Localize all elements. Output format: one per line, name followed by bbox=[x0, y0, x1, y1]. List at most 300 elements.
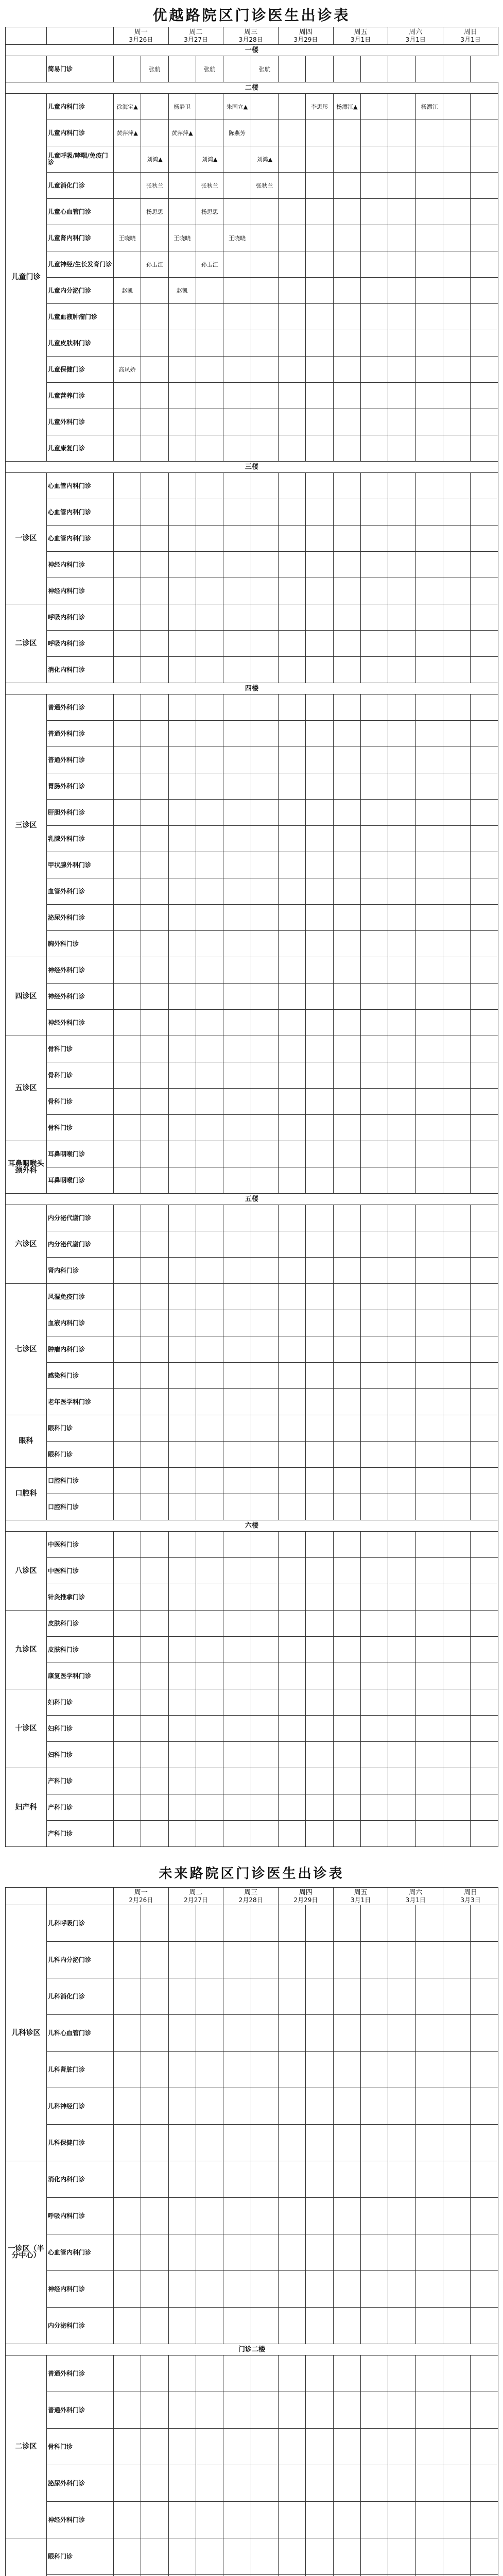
doctor-cell bbox=[361, 1942, 388, 1978]
table-row bbox=[6, 1768, 498, 1794]
doctor-cell bbox=[361, 2015, 388, 2052]
day-name: 周二 bbox=[189, 28, 203, 36]
doctor-cell bbox=[251, 2502, 278, 2538]
doctor-cell bbox=[471, 721, 498, 747]
doctor-cell bbox=[471, 1284, 498, 1310]
doctor-cell bbox=[306, 1284, 333, 1310]
doctor-cell bbox=[114, 173, 141, 199]
doctor-cell bbox=[306, 604, 333, 631]
doctor-cell bbox=[251, 1010, 278, 1036]
doctor-cell bbox=[141, 1415, 168, 1442]
doctor-cell bbox=[251, 631, 278, 657]
doctor-cell bbox=[251, 1310, 278, 1336]
department-name: 儿童外科门诊 bbox=[47, 409, 114, 435]
department-name: 儿科保健门诊 bbox=[47, 2125, 114, 2161]
doctor-cell bbox=[251, 2052, 278, 2088]
doctor-cell bbox=[415, 1089, 443, 1115]
doctor-cell bbox=[196, 2161, 223, 2198]
doctor-cell bbox=[361, 1978, 388, 2015]
doctor-cell bbox=[443, 56, 471, 82]
doctor-cell bbox=[279, 984, 306, 1010]
doctor-cell bbox=[196, 2538, 223, 2575]
doctor-cell bbox=[306, 173, 333, 199]
doctor-cell bbox=[415, 773, 443, 800]
doctor-cell bbox=[388, 225, 415, 251]
doctor-cell bbox=[114, 1494, 141, 1520]
doctor-cell bbox=[388, 1532, 415, 1558]
zone-label: 一诊区 bbox=[6, 473, 47, 604]
doctor-cell bbox=[415, 1284, 443, 1310]
day-date: 3月29日 bbox=[293, 36, 318, 43]
doctor-cell bbox=[443, 1389, 471, 1415]
doctor-cell bbox=[223, 2392, 251, 2429]
doctor-cell bbox=[141, 826, 168, 852]
doctor-cell bbox=[196, 1558, 223, 1584]
doctor-cell bbox=[251, 552, 278, 578]
table-row bbox=[6, 2502, 498, 2538]
doctor-cell bbox=[443, 552, 471, 578]
doctor-cell bbox=[279, 2088, 306, 2125]
doctor-cell bbox=[141, 1794, 168, 1821]
doctor-cell bbox=[196, 2429, 223, 2465]
doctor-cell bbox=[443, 2465, 471, 2502]
doctor-cell bbox=[388, 1742, 415, 1768]
doctor-cell bbox=[223, 1141, 251, 1167]
doctor-cell bbox=[141, 1689, 168, 1716]
doctor-cell bbox=[168, 1468, 196, 1494]
doctor-cell bbox=[223, 1062, 251, 1089]
doctor-cell bbox=[141, 931, 168, 957]
doctor-cell bbox=[223, 931, 251, 957]
doctor-cell bbox=[443, 657, 471, 683]
doctor-cell bbox=[415, 1336, 443, 1363]
day-date: 2月26日 bbox=[129, 1896, 153, 1904]
doctor-cell bbox=[471, 631, 498, 657]
table-row bbox=[6, 435, 498, 462]
doctor-cell bbox=[141, 2161, 168, 2198]
doctor-cell bbox=[471, 773, 498, 800]
doctor-cell bbox=[333, 330, 360, 357]
table-row bbox=[6, 2234, 498, 2271]
doctor-cell bbox=[388, 383, 415, 409]
doctor-cell bbox=[279, 931, 306, 957]
table-row bbox=[6, 56, 498, 82]
doctor-cell bbox=[223, 1742, 251, 1768]
doctor-cell bbox=[415, 826, 443, 852]
doctor-cell bbox=[114, 694, 141, 721]
doctor-cell bbox=[388, 1062, 415, 1089]
doctor-cell bbox=[333, 2502, 360, 2538]
doctor-cell bbox=[333, 499, 360, 526]
day-date: 3月1日 bbox=[405, 1896, 426, 1904]
doctor-cell bbox=[279, 330, 306, 357]
doctor-cell bbox=[279, 1231, 306, 1258]
doctor-cell bbox=[471, 1141, 498, 1167]
doctor-cell bbox=[223, 721, 251, 747]
doctor-cell bbox=[471, 957, 498, 984]
doctor-cell bbox=[223, 1415, 251, 1442]
doctor-cell bbox=[415, 931, 443, 957]
doctor-cell bbox=[196, 800, 223, 826]
doctor-cell bbox=[141, 604, 168, 631]
doctor-cell bbox=[223, 383, 251, 409]
department-name: 神经内科门诊 bbox=[47, 552, 114, 578]
doctor-cell bbox=[471, 2429, 498, 2465]
doctor-cell bbox=[251, 1205, 278, 1231]
doctor-cell bbox=[168, 1794, 196, 1821]
doctor-cell bbox=[361, 409, 388, 435]
doctor-cell bbox=[279, 1415, 306, 1442]
doctor-cell bbox=[251, 931, 278, 957]
doctor-cell bbox=[333, 56, 360, 82]
doctor-cell bbox=[443, 1637, 471, 1663]
doctor-cell bbox=[333, 526, 360, 552]
doctor-cell bbox=[388, 1663, 415, 1689]
day-name: 周一 bbox=[134, 1888, 148, 1896]
doctor-cell bbox=[306, 1794, 333, 1821]
doctor-cell bbox=[471, 1442, 498, 1468]
doctor-cell bbox=[333, 146, 360, 173]
table-row bbox=[6, 304, 498, 330]
day-name: 周五 bbox=[354, 28, 368, 36]
doctor-cell bbox=[141, 225, 168, 251]
doctor-cell bbox=[361, 251, 388, 278]
doctor-cell bbox=[168, 2308, 196, 2344]
doctor-cell bbox=[223, 473, 251, 499]
doctor-cell bbox=[415, 2429, 443, 2465]
doctor-cell bbox=[333, 2392, 360, 2429]
doctor-cell bbox=[333, 1310, 360, 1336]
doctor-cell bbox=[306, 330, 333, 357]
doctor-cell bbox=[279, 604, 306, 631]
department-name: 产科门诊 bbox=[47, 1794, 114, 1821]
header-day bbox=[168, 1888, 223, 1905]
doctor-cell: 张秋兰 bbox=[196, 173, 223, 199]
doctor-cell bbox=[141, 1310, 168, 1336]
doctor-cell bbox=[223, 1637, 251, 1663]
doctor-cell bbox=[471, 2502, 498, 2538]
doctor-cell bbox=[361, 1742, 388, 1768]
doctor-cell bbox=[168, 931, 196, 957]
doctor-cell bbox=[306, 304, 333, 330]
doctor-cell bbox=[333, 2125, 360, 2161]
doctor-cell bbox=[333, 435, 360, 462]
doctor-cell bbox=[306, 2355, 333, 2392]
doctor-cell bbox=[168, 2088, 196, 2125]
doctor-cell bbox=[471, 1558, 498, 1584]
doctor-cell bbox=[196, 2015, 223, 2052]
doctor-cell bbox=[141, 852, 168, 878]
doctor-cell bbox=[443, 357, 471, 383]
doctor-cell bbox=[471, 278, 498, 304]
table-row bbox=[6, 1231, 498, 1258]
doctor-cell bbox=[471, 2465, 498, 2502]
doctor-cell bbox=[196, 1942, 223, 1978]
doctor-cell bbox=[443, 905, 471, 931]
doctor-cell bbox=[333, 2308, 360, 2344]
doctor-cell bbox=[223, 1442, 251, 1468]
doctor-cell bbox=[443, 2538, 471, 2575]
department-name: 口腔科门诊 bbox=[47, 1494, 114, 1520]
doctor-cell bbox=[388, 1611, 415, 1637]
doctor-cell bbox=[196, 2088, 223, 2125]
department-name: 神经外科门诊 bbox=[47, 984, 114, 1010]
doctor-cell bbox=[333, 1794, 360, 1821]
doctor-cell bbox=[223, 2234, 251, 2271]
doctor-cell bbox=[114, 2429, 141, 2465]
doctor-cell bbox=[114, 2161, 141, 2198]
doctor-cell bbox=[114, 473, 141, 499]
doctor-cell bbox=[223, 1036, 251, 1062]
department-name: 儿科神经门诊 bbox=[47, 2088, 114, 2125]
doctor-cell bbox=[141, 1821, 168, 1847]
doctor-cell bbox=[306, 2125, 333, 2161]
doctor-cell bbox=[471, 1978, 498, 2015]
doctor-cell bbox=[114, 56, 141, 82]
doctor-cell bbox=[415, 2198, 443, 2234]
department-name: 儿童内分泌门诊 bbox=[47, 278, 114, 304]
doctor-cell bbox=[388, 1978, 415, 2015]
doctor-cell bbox=[223, 278, 251, 304]
doctor-cell bbox=[471, 1821, 498, 1847]
doctor-cell bbox=[168, 604, 196, 631]
doctor-cell bbox=[415, 120, 443, 146]
doctor-cell bbox=[443, 526, 471, 552]
doctor-cell bbox=[196, 1036, 223, 1062]
doctor-cell bbox=[471, 146, 498, 173]
doctor-cell bbox=[141, 1089, 168, 1115]
table-row bbox=[6, 1821, 498, 1847]
zone-label: 十诊区 bbox=[6, 1689, 47, 1768]
doctor-cell bbox=[333, 2538, 360, 2575]
doctor-cell bbox=[223, 957, 251, 984]
doctor-cell bbox=[251, 1794, 278, 1821]
doctor-cell: 高凤娇 bbox=[114, 357, 141, 383]
doctor-cell bbox=[141, 1978, 168, 2015]
doctor-cell bbox=[168, 357, 196, 383]
doctor-cell bbox=[196, 473, 223, 499]
doctor-cell bbox=[279, 1258, 306, 1284]
doctor-cell bbox=[306, 1532, 333, 1558]
doctor-cell bbox=[443, 2125, 471, 2161]
table-row bbox=[6, 499, 498, 526]
doctor-cell bbox=[415, 146, 443, 173]
doctor-cell bbox=[415, 1716, 443, 1742]
doctor-cell bbox=[471, 1584, 498, 1611]
doctor-cell bbox=[443, 304, 471, 330]
zone-label: 四诊区 bbox=[6, 957, 47, 1036]
doctor-cell bbox=[361, 1284, 388, 1310]
doctor-cell bbox=[223, 1821, 251, 1847]
doctor-cell bbox=[306, 1036, 333, 1062]
doctor-cell bbox=[333, 2271, 360, 2308]
doctor-cell bbox=[333, 2161, 360, 2198]
doctor-cell bbox=[471, 878, 498, 905]
doctor-cell bbox=[471, 1942, 498, 1978]
doctor-cell bbox=[333, 826, 360, 852]
doctor-cell bbox=[361, 1363, 388, 1389]
table-row bbox=[6, 2088, 498, 2125]
doctor-cell bbox=[279, 1611, 306, 1637]
doctor-cell bbox=[251, 526, 278, 552]
doctor-cell bbox=[251, 1415, 278, 1442]
doctor-cell bbox=[361, 1036, 388, 1062]
doctor-cell bbox=[223, 1794, 251, 1821]
doctor-cell bbox=[114, 1558, 141, 1584]
doctor-cell bbox=[388, 826, 415, 852]
department-name: 神经外科门诊 bbox=[47, 957, 114, 984]
doctor-cell bbox=[279, 1663, 306, 1689]
table-row bbox=[6, 2465, 498, 2502]
doctor-cell bbox=[251, 800, 278, 826]
doctor-cell bbox=[388, 2088, 415, 2125]
table-row bbox=[6, 1716, 498, 1742]
doctor-cell bbox=[306, 1584, 333, 1611]
doctor-cell bbox=[196, 2308, 223, 2344]
doctor-cell: 杨思思 bbox=[141, 199, 168, 225]
doctor-cell bbox=[333, 1905, 360, 1942]
department-name: 儿童内科门诊 bbox=[47, 120, 114, 146]
doctor-cell bbox=[333, 800, 360, 826]
doctor-cell bbox=[223, 826, 251, 852]
doctor-cell bbox=[196, 1231, 223, 1258]
doctor-cell bbox=[279, 1062, 306, 1089]
doctor-cell bbox=[196, 878, 223, 905]
table-row bbox=[6, 1389, 498, 1415]
day-date: 3月1日 bbox=[460, 36, 481, 43]
doctor-cell bbox=[388, 800, 415, 826]
doctor-cell: 黄萍萍▲ bbox=[114, 120, 141, 146]
doctor-cell bbox=[279, 1468, 306, 1494]
doctor-cell bbox=[388, 1494, 415, 1520]
doctor-cell bbox=[471, 1716, 498, 1742]
doctor-cell bbox=[443, 1010, 471, 1036]
doctor-cell bbox=[388, 2015, 415, 2052]
doctor-cell bbox=[141, 1494, 168, 1520]
doctor-cell bbox=[415, 1494, 443, 1520]
doctor-cell bbox=[471, 2355, 498, 2392]
doctor-cell bbox=[223, 604, 251, 631]
table-row bbox=[6, 251, 498, 278]
doctor-cell bbox=[415, 1532, 443, 1558]
doctor-cell bbox=[361, 694, 388, 721]
doctor-cell bbox=[306, 1389, 333, 1415]
doctor-cell bbox=[114, 1689, 141, 1716]
doctor-cell bbox=[114, 1415, 141, 1442]
doctor-cell bbox=[415, 1062, 443, 1089]
department-name: 耳鼻咽喉门诊 bbox=[47, 1141, 114, 1167]
department-name: 眼科门诊 bbox=[47, 1442, 114, 1468]
table-row bbox=[6, 905, 498, 931]
doctor-cell bbox=[333, 773, 360, 800]
doctor-cell bbox=[333, 1205, 360, 1231]
doctor-cell bbox=[361, 721, 388, 747]
doctor-cell bbox=[114, 578, 141, 604]
doctor-cell bbox=[471, 2234, 498, 2271]
doctor-cell: 王晓晓 bbox=[114, 225, 141, 251]
doctor-cell bbox=[306, 357, 333, 383]
table-row bbox=[6, 552, 498, 578]
doctor-cell bbox=[361, 1141, 388, 1167]
doctor-cell bbox=[306, 2271, 333, 2308]
header-day bbox=[333, 27, 388, 45]
doctor-cell bbox=[279, 747, 306, 773]
doctor-cell bbox=[196, 1258, 223, 1284]
doctor-cell bbox=[223, 2161, 251, 2198]
doctor-cell bbox=[223, 409, 251, 435]
department-name: 神经外科门诊 bbox=[47, 2502, 114, 2538]
doctor-cell bbox=[114, 657, 141, 683]
doctor-cell bbox=[114, 2538, 141, 2575]
doctor-cell bbox=[168, 552, 196, 578]
doctor-cell bbox=[141, 2088, 168, 2125]
doctor-cell bbox=[415, 1389, 443, 1415]
doctor-cell bbox=[443, 826, 471, 852]
doctor-cell bbox=[443, 2271, 471, 2308]
doctor-cell bbox=[443, 1363, 471, 1389]
doctor-cell bbox=[388, 1336, 415, 1363]
doctor-cell bbox=[415, 383, 443, 409]
doctor-cell bbox=[141, 2234, 168, 2271]
doctor-cell bbox=[388, 1415, 415, 1442]
table-row bbox=[6, 1558, 498, 1584]
doctor-cell bbox=[196, 1115, 223, 1141]
doctor-cell bbox=[223, 2125, 251, 2161]
doctor-cell bbox=[251, 2271, 278, 2308]
floor-band bbox=[6, 1194, 498, 1205]
table-row bbox=[6, 1284, 498, 1310]
doctor-cell bbox=[306, 120, 333, 146]
department-name: 心血管内科门诊 bbox=[47, 526, 114, 552]
doctor-cell bbox=[196, 578, 223, 604]
doctor-cell bbox=[415, 304, 443, 330]
doctor-cell bbox=[443, 984, 471, 1010]
doctor-cell bbox=[333, 1689, 360, 1716]
floor-label: 五楼 bbox=[6, 1194, 498, 1205]
doctor-cell bbox=[279, 56, 306, 82]
doctor-cell bbox=[333, 173, 360, 199]
doctor-cell: 杨漂江▲ bbox=[333, 94, 360, 120]
doctor-cell bbox=[251, 2125, 278, 2161]
doctor-cell bbox=[361, 578, 388, 604]
doctor-cell bbox=[415, 173, 443, 199]
department-name: 泌尿外科门诊 bbox=[47, 2465, 114, 2502]
table-row bbox=[6, 526, 498, 552]
doctor-cell bbox=[251, 2198, 278, 2234]
doctor-cell bbox=[279, 1494, 306, 1520]
doctor-cell bbox=[471, 1794, 498, 1821]
day-name: 周日 bbox=[463, 28, 477, 36]
header-day bbox=[443, 27, 498, 45]
doctor-cell bbox=[168, 878, 196, 905]
doctor-cell bbox=[306, 631, 333, 657]
doctor-cell bbox=[333, 1231, 360, 1258]
doctor-cell bbox=[196, 1089, 223, 1115]
doctor-cell bbox=[443, 1742, 471, 1768]
header-day bbox=[114, 1888, 169, 1905]
doctor-cell bbox=[361, 435, 388, 462]
doctor-cell: 孙玉江 bbox=[141, 251, 168, 278]
doctor-cell bbox=[196, 1663, 223, 1689]
doctor-cell bbox=[443, 2234, 471, 2271]
doctor-cell bbox=[141, 2502, 168, 2538]
doctor-cell bbox=[361, 146, 388, 173]
doctor-cell bbox=[415, 2161, 443, 2198]
doctor-cell bbox=[471, 251, 498, 278]
doctor-cell bbox=[279, 721, 306, 747]
department-name: 血液内科门诊 bbox=[47, 1310, 114, 1336]
doctor-cell bbox=[415, 1010, 443, 1036]
